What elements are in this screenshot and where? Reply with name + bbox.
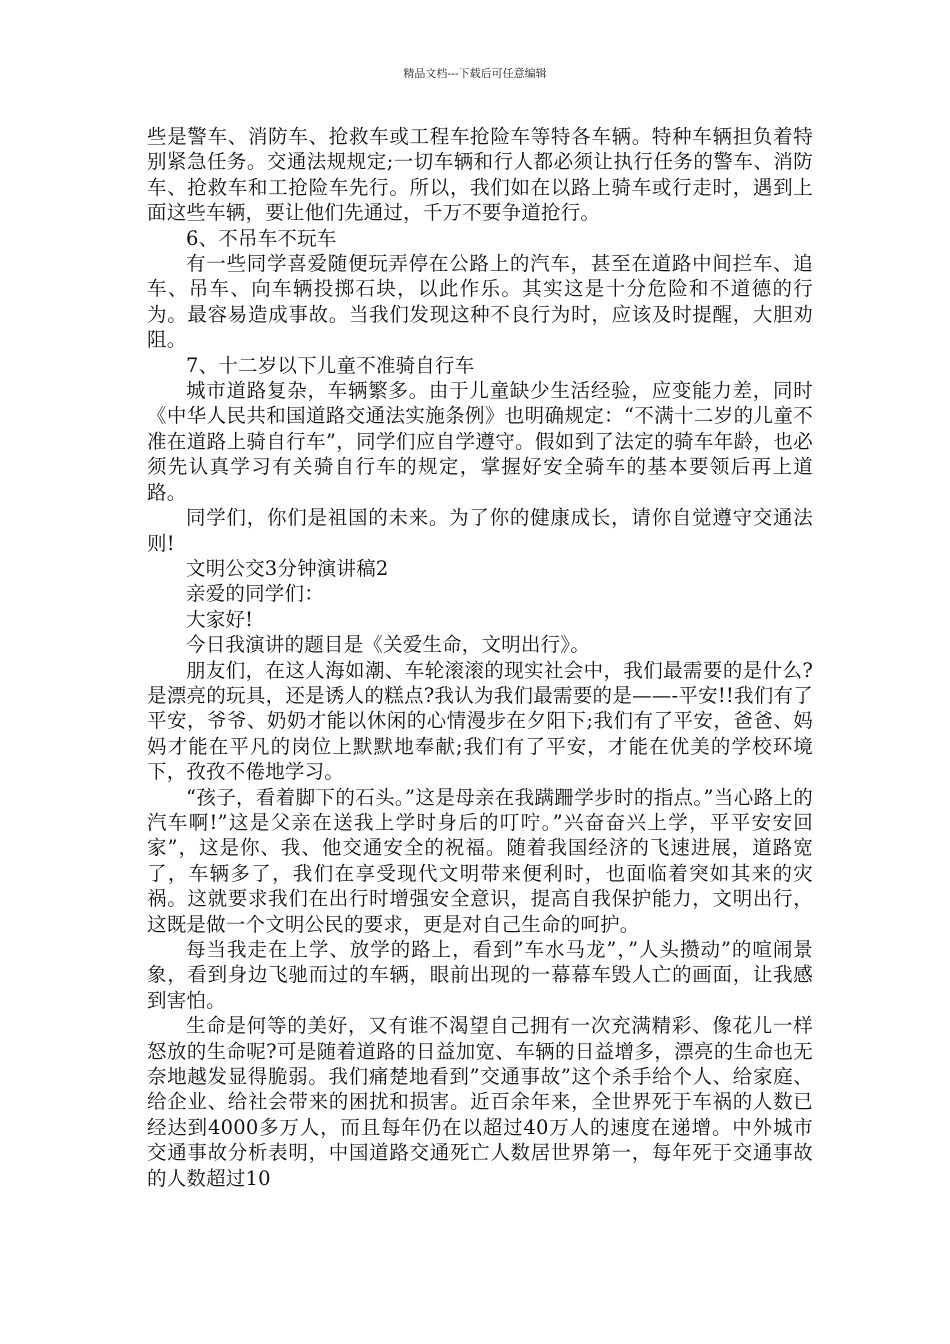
heading-item-7: 7、十二岁以下儿童不准骑自行车 [186,353,475,377]
paragraph-6: 朋友们，在这人海如潮、车轮滚滚的现实社会中，我们最需要的是什么?是漂亮的玩具，还是诱人的糕点?我认为我们最需要的是——-平安!!我们有了平安，爷爷、奶奶才能以休闲的心情漫步在夕阳下;我们有了平安，爸爸、妈妈才能在平凡的岗位上默默地奉献;我们有了平安，才能在优美的学校环境下，孜孜不倦地学习。 [147,658,813,784]
speech-title: 文明公交3分钟演讲稿2 [186,556,389,580]
page-header: 精品文档---下载后可任意编辑 [403,67,547,80]
document-body [147,124,813,1191]
paragraph-9: 生命是何等的美好，又有谁不渴望自己拥有一次充满精彩、像花儿一样怒放的生命呢?可是随着道路的日益加宽、车辆的日益增多，漂亮的生命也无奈地越发显得脆弱。我们痛楚地看到”交通事故”这个杀手给个人、给家庭、给企业、给社会带来的困扰和损害。近百余年来，全世界死于车祸的人数已经达到4000多万人，而且每年仍在以超过40万人的速度在递增。中外城市交通事故分析表明，中国道路交通死亡人数居世界第一，每年死于交通事故的人数超过10 [147,1014,813,1190]
paragraph-5: 今日我演讲的题目是《关爱生命，文明出行》。 [186,633,590,657]
paragraph-2: 有一些同学喜爱随便玩弄停在公路上的汽车，甚至在道路中间拦车、追车、吊车、向车辆投掷石块，以此作乐。其实这是十分危险和不道德的行为。最容易造成事故。当我们发现这种不良行为时，应该及时提醒，大胆劝阻。 [147,252,813,352]
salutation: 亲爱的同学们： [186,582,324,606]
paragraph-1: 些是警车、消防车、抢救车或工程车抢险车等特各车辆。特种车辆担负着特别紧急任务。交通法规规定;一切车辆和行人都必须让执行任务的警车、消防车、抢救车和工抢险车先行。所以，我们如在以路上骑车或行走时，遇到上面这些车辆，要让他们先通过，千万不要争道抢行。 [147,125,813,225]
paragraph-3: 城市道路复杂，车辆繁多。由于儿童缺少生活经验，应变能力差，同时《中华人民共和国道路交通法实施条例》也明确规定：“不满十二岁的儿童不准在道路上骑自行车”，同学们应自学遵守。假如到了法定的骑车年龄，也必须先认真学习有关骑自行车的规定，掌握好安全骑车的基本要领后再上道路。 [147,379,813,504]
paragraph-8: 每当我走在上学、放学的路上，看到”车水马龙”，”人头攒动”的喧闹景象，看到身边飞驰而过的车辆，眼前出现的一幕幕车毁人亡的画面，让我感到害怕。 [147,938,813,1012]
greeting: 大家好! [186,607,254,631]
heading-item-6: 6、不吊车不玩车 [186,226,337,250]
paragraph-4: 同学们，你们是祖国的未来。为了你的健康成长，请你自觉遵守交通法则! [147,506,813,555]
paragraph-7: “孩子，看着脚下的石头。”这是母亲在我蹒跚学步时的指点。”当心路上的汽车啊!”这是父亲在送我上学时身后的叮咛。”兴奋奋兴上学，平平安安回家”，这是你、我、他交通安全的祝福。随着我国经济的飞速进展，道路宽了，车辆多了，我们在享受现代文明带来便利时，也面临着突如其来的灾祸。这就要求我们在出行时增强安全意识，提高自我保护能力，文明出行，这既是做一个文明公民的要求，更是对自己生命的呵护。 [147,785,813,936]
